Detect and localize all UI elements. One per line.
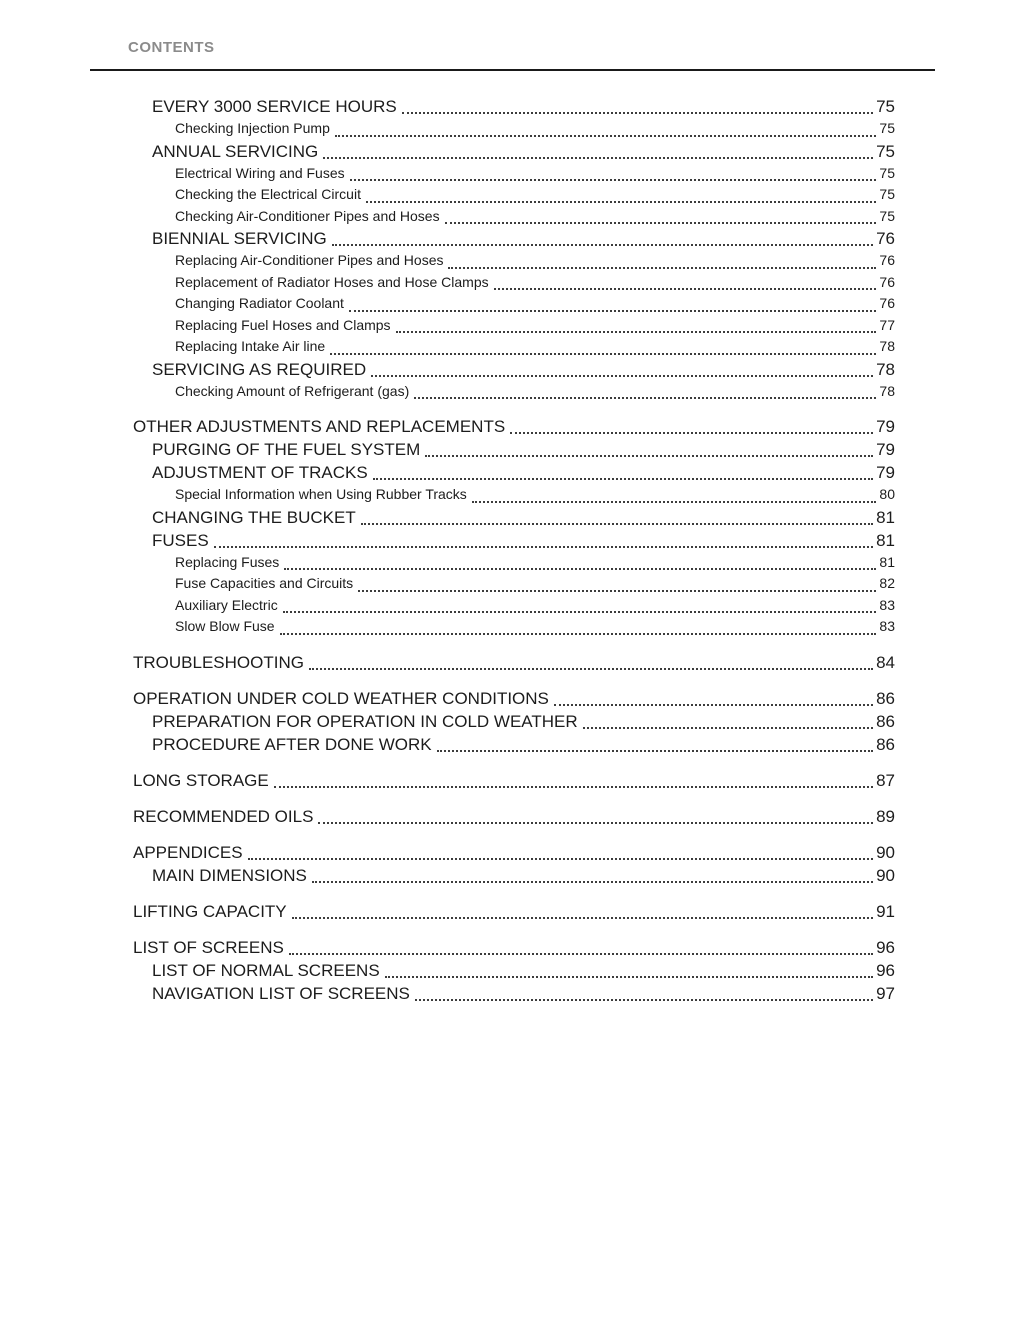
- toc-leader-dots: [402, 112, 873, 114]
- toc-entry-label: Slow Blow Fuse: [175, 618, 275, 634]
- toc-entry-page: 86: [876, 688, 895, 708]
- toc-leader-dots: [323, 157, 873, 159]
- toc-leader-dots: [274, 786, 873, 788]
- toc-entry-label: PROCEDURE AFTER DONE WORK: [152, 734, 432, 754]
- toc-entry-page: 75: [879, 164, 895, 181]
- toc-entry: [90, 415, 895, 438]
- toc-entry-label: NAVIGATION LIST OF SCREENS: [152, 983, 410, 1003]
- toc-entry-label: LIFTING CAPACITY: [133, 901, 287, 921]
- toc-entry-label: ANNUAL SERVICING: [152, 141, 319, 161]
- toc-leader-dots: [510, 432, 873, 434]
- toc-leader-dots: [396, 331, 877, 333]
- toc-entry-page: 91: [876, 901, 895, 921]
- toc-entry-label: APPENDICES: [133, 842, 243, 862]
- toc-leader-dots: [289, 953, 873, 955]
- toc-leader-dots: [415, 999, 873, 1001]
- toc-entry: [90, 651, 895, 674]
- toc-entry: [90, 250, 895, 272]
- toc-entry-label: LONG STORAGE: [133, 770, 269, 790]
- toc-leader-dots: [283, 611, 877, 613]
- toc-leader-dots: [437, 750, 873, 752]
- toc-entry-page: 75: [876, 141, 895, 161]
- toc-entry: [90, 529, 895, 552]
- toc-entry: [90, 184, 895, 206]
- toc-entry-page: 77: [879, 316, 895, 333]
- toc-entry: [90, 805, 895, 828]
- toc-leader-dots: [332, 244, 873, 246]
- toc-entry-page: 90: [876, 865, 895, 885]
- toc-entry-page: 76: [876, 229, 895, 248]
- toc-entry-label: Changing Radiator Coolant: [175, 295, 344, 311]
- toc-entry-page: 75: [879, 186, 895, 202]
- toc-entry: [90, 95, 895, 118]
- toc-entry-page: 97: [876, 983, 895, 1003]
- toc-entry-page: 87: [876, 770, 895, 790]
- toc-entry-page: 86: [876, 711, 895, 731]
- toc-entry-label: Checking the Electrical Circuit: [175, 186, 361, 202]
- toc-leader-dots: [425, 455, 873, 457]
- toc-entry: [90, 552, 895, 574]
- toc-entry-label: FUSES: [152, 530, 209, 550]
- toc-entry-label: LIST OF SCREENS: [133, 937, 284, 957]
- toc-entry: [90, 936, 895, 959]
- toc-entry: [90, 710, 895, 733]
- toc-leader-dots: [330, 353, 876, 355]
- toc-entry-label: MAIN DIMENSIONS: [152, 865, 307, 885]
- toc-leader-dots: [214, 546, 873, 548]
- toc-leader-dots: [350, 179, 877, 181]
- toc-entry-page: 79: [876, 463, 895, 482]
- toc-entry-page: 76: [879, 295, 895, 311]
- toc-entry: [90, 293, 895, 315]
- toc-entry-label: CHANGING THE BUCKET: [152, 507, 356, 527]
- toc-entry: [90, 616, 895, 638]
- toc-entry-page: 75: [879, 207, 895, 224]
- toc-entry: [90, 864, 895, 887]
- toc-entry-page: 84: [876, 652, 895, 672]
- toc-entry: [90, 900, 895, 923]
- toc-entry-label: PREPARATION FOR OPERATION IN COLD WEATHER: [152, 711, 578, 731]
- toc-entry: [90, 595, 895, 617]
- toc-leader-dots: [554, 704, 873, 706]
- toc-entry-label: Electrical Wiring and Fuses: [175, 164, 345, 181]
- toc-entry-page: 90: [876, 842, 895, 862]
- toc-entry-label: Replacement of Radiator Hoses and Hose Clamps: [175, 273, 489, 290]
- toc-entry: [90, 841, 895, 864]
- toc-entry-page: 75: [879, 120, 895, 136]
- toc-entry: [90, 573, 895, 595]
- toc-entry-label: PURGING OF THE FUEL SYSTEM: [152, 440, 421, 459]
- toc-leader-dots: [335, 135, 877, 137]
- toc-entry-label: Checking Amount of Refrigerant (gas): [175, 382, 410, 399]
- toc-leader-dots: [472, 501, 877, 503]
- toc-entry-page: 96: [876, 960, 895, 980]
- toc-leader-dots: [414, 397, 876, 399]
- toc-entry-label: OPERATION UNDER COLD WEATHER CONDITIONS: [133, 688, 549, 708]
- toc-entry-page: 76: [879, 252, 895, 268]
- toc-entry-page: 82: [879, 575, 895, 591]
- toc-leader-dots: [373, 478, 873, 480]
- toc-entry: [90, 358, 895, 381]
- toc-leader-dots: [358, 590, 876, 592]
- toc-entry-page: 75: [876, 97, 895, 116]
- toc-entry: [90, 336, 895, 358]
- toc-entry: [90, 140, 895, 163]
- toc-leader-dots: [448, 267, 876, 269]
- toc-entry-label: Auxiliary Electric: [175, 596, 278, 613]
- toc-entry-label: ADJUSTMENT OF TRACKS: [152, 463, 368, 482]
- toc-entry-page: 81: [879, 553, 895, 570]
- toc-entry: [90, 687, 895, 710]
- toc-entry: [90, 769, 895, 792]
- toc-entry-label: RECOMMENDED OILS: [133, 806, 314, 826]
- toc-entry-page: 81: [876, 530, 895, 550]
- header-divider: [90, 69, 935, 71]
- toc-entry-page: 79: [876, 440, 895, 459]
- toc-entry: [90, 506, 895, 529]
- toc-entry-label: Replacing Fuel Hoses and Clamps: [175, 316, 391, 333]
- toc-entry-label: TROUBLESHOOTING: [133, 652, 304, 672]
- toc-entry-label: Replacing Fuses: [175, 553, 280, 570]
- toc-entry: [90, 959, 895, 982]
- toc-entry: [90, 733, 895, 756]
- toc-entry-label: Fuse Capacities and Circuits: [175, 575, 354, 591]
- toc-leader-dots: [284, 568, 876, 570]
- toc-leader-dots: [312, 881, 873, 883]
- toc-entry-page: 83: [879, 596, 895, 613]
- toc-entry-label: OTHER ADJUSTMENTS AND REPLACEMENTS: [133, 417, 506, 436]
- toc-entry-page: 96: [876, 937, 895, 957]
- toc-entry: [90, 484, 895, 506]
- toc-entry-label: Special Information when Using Rubber Tracks: [175, 486, 467, 502]
- toc-leader-dots: [309, 668, 873, 670]
- toc-leader-dots: [349, 310, 877, 312]
- toc-leader-dots: [292, 917, 873, 919]
- toc-entry: [90, 381, 895, 403]
- toc-entry-page: 80: [879, 486, 895, 502]
- toc-entry-page: 78: [879, 338, 895, 354]
- toc-entry-label: Checking Air-Conditioner Pipes and Hoses: [175, 207, 440, 224]
- toc-entry-page: 78: [876, 359, 895, 379]
- toc-entry-label: Replacing Intake Air line: [175, 338, 326, 354]
- toc-leader-dots: [280, 633, 877, 635]
- toc-entry-page: 78: [879, 382, 895, 399]
- toc-entry-label: Checking Injection Pump: [175, 120, 330, 136]
- toc-list: [90, 95, 895, 1005]
- toc-leader-dots: [361, 523, 873, 525]
- toc-entry-label: BIENNIAL SERVICING: [152, 229, 327, 248]
- page-header-title: CONTENTS: [128, 39, 215, 56]
- toc-leader-dots: [445, 222, 877, 224]
- toc-entry: [90, 461, 895, 484]
- toc-entry-page: 86: [876, 734, 895, 754]
- toc-leader-dots: [318, 822, 873, 824]
- toc-leader-dots: [371, 375, 873, 377]
- toc-entry: [90, 272, 895, 294]
- toc-entry-page: 79: [876, 417, 895, 436]
- toc-entry: [90, 315, 895, 337]
- toc-entry-label: Replacing Air-Conditioner Pipes and Hoses: [175, 252, 444, 268]
- toc-leader-dots: [385, 976, 873, 978]
- toc-entry: [90, 118, 895, 140]
- toc-entry: [90, 438, 895, 461]
- toc-leader-dots: [366, 201, 876, 203]
- toc-leader-dots: [583, 727, 873, 729]
- toc-entry-page: 81: [876, 507, 895, 527]
- toc-entry: [90, 227, 895, 250]
- toc-leader-dots: [494, 288, 877, 290]
- toc-entry-label: EVERY 3000 SERVICE HOURS: [152, 97, 397, 116]
- toc-entry: [90, 163, 895, 185]
- toc-entry-page: 76: [879, 273, 895, 290]
- toc-entry: [90, 206, 895, 228]
- toc-entry-page: 83: [879, 618, 895, 634]
- toc-entry: [90, 982, 895, 1005]
- toc-entry-label: LIST OF NORMAL SCREENS: [152, 960, 380, 980]
- toc-entry-page: 89: [876, 806, 895, 826]
- toc-leader-dots: [248, 858, 873, 860]
- toc-entry-label: SERVICING AS REQUIRED: [152, 359, 367, 379]
